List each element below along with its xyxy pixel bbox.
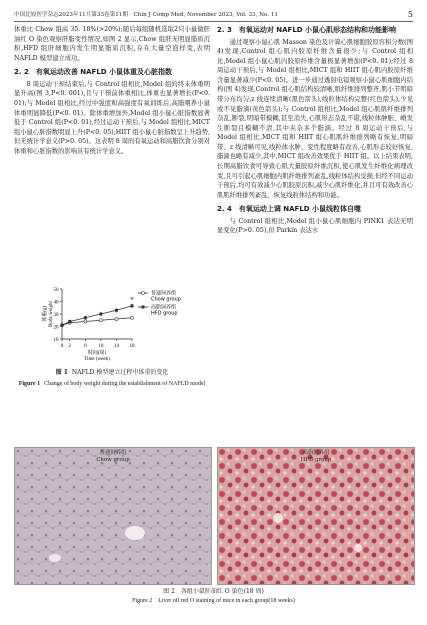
figure-1-title-en: Change of body weight during the establishment of NAFLD model bbox=[44, 380, 206, 387]
hfd-liver-image bbox=[218, 448, 414, 584]
chow-panel-title: 普通饲养组 Chow group bbox=[96, 450, 130, 463]
data-point-hfd bbox=[68, 320, 71, 323]
y-tick-label: 20 bbox=[53, 325, 59, 331]
section-heading-2-3: 2. 3 有氧运动对 NAFLD 小鼠心肌形态结构和功能影响 bbox=[217, 26, 397, 34]
y-tick-label: 40 bbox=[53, 300, 59, 306]
x-tick-label: 14 bbox=[113, 344, 119, 349]
x-tick-label: 10 bbox=[98, 344, 104, 349]
left-column bbox=[14, 25, 210, 156]
x-tick-label: 0 bbox=[60, 344, 64, 349]
page-number: 5 bbox=[407, 9, 413, 19]
y-tick-label: 50 bbox=[53, 287, 59, 293]
section-heading-2-4: 2. 4 有氧运动上调 NAFLD 小鼠线粒体自噬 bbox=[217, 205, 362, 214]
legend-label: Chow group bbox=[151, 296, 181, 303]
data-point-chow bbox=[131, 316, 134, 319]
series-line-chow bbox=[62, 318, 132, 326]
x-tick-label: 6 bbox=[84, 344, 87, 349]
figure-1-caption-cn bbox=[14, 369, 210, 378]
figure-1-label-en: Figure 1 bbox=[18, 380, 41, 387]
figure-1 bbox=[14, 283, 210, 403]
figure-2 bbox=[14, 447, 413, 604]
legend-marker-chow bbox=[142, 292, 145, 295]
paragraph-mitophagy: 与 Control 组相比,Model 组小鼠心肌细胞内 PINK1 表达无明显变化(P>0. 05),但 Parkin 表达水 bbox=[217, 217, 413, 235]
body-weight-chart bbox=[14, 283, 210, 363]
legend-label: 高脂饲养组 bbox=[151, 304, 177, 311]
x-axis-title: Time (week) bbox=[84, 357, 110, 362]
data-point-hfd bbox=[61, 324, 64, 327]
hfd-panel-title: 高脂饲养组 HFD group bbox=[300, 450, 332, 463]
chow-histology-panel bbox=[14, 447, 212, 585]
data-point-chow bbox=[115, 318, 118, 321]
y-tick-label: 30 bbox=[53, 312, 59, 318]
legend-label: 普通饲养组 bbox=[151, 290, 177, 297]
y-tick-label: 10 bbox=[53, 337, 59, 343]
right-column bbox=[217, 25, 413, 236]
figure-2-caption-cn: 图 2 各组小鼠肝油红 O 染色(18 周) bbox=[163, 588, 264, 595]
paragraph-body-weight: 8 周运动干预结束后,与 Control 组相比,Model 组的终末体重明显升高(图 3,P<0. 001),且与干预前体重相比,体重也显著增长(P<0. 01);与 Model 组相比,经过中强度和高强度有氧训练后,高脂喂养小鼠体重明显降低(P<0. 01)。除体重增加外,Model 组小鼠心脏指数显著低于 Control 组(P<0. 01),经过运动干预后,与 Model 组相比,MICT 组小鼠心脏指数明显上升(P<0. 05),HIIT 组小鼠心脏指数呈上升趋势,但无统计学意义(P>0. 05)。这表明 8 周的有氧运动和高脂饮食分别对体重和心脏指数的影响具有统计学意义。 bbox=[14, 80, 210, 155]
figure-1-caption-en bbox=[14, 380, 210, 389]
paragraph-model: 体重比 Chow 组高 35. 18%(>20%);随后每组随机选取2只小鼠做肝油红 O 染色观察肝脂变性情况,如图 2 显示,Chow 组肝无明显脂质沉积,HFD 组肝细胞内发生明显脂质沉积,存在大量空泡样变,表明 NAFLD 模型建立成功。 bbox=[14, 26, 210, 62]
data-point-hfd bbox=[131, 304, 134, 307]
running-header bbox=[14, 8, 413, 22]
y-axis-title: 体重(g) bbox=[43, 306, 48, 322]
data-point-hfd bbox=[84, 316, 87, 319]
paragraph-myocardium: 通过观察小鼠心肌 Masson 染色及计算心肌细胞胶原容积分数(图 4)发现,Control 组心肌内胶原纤维含量很少;与 Control 组相比,Model 组小鼠心肌内胶原纤维含量极显著增加(P<0. 01);经过 8 周运动干预后,与 Model 组相比,MICT 组和 HIIT 组心肌内胶原纤维含量显著减少(P<0. 05)。进一步通过透射电镜观察小鼠心肌细胞内结构(图 4)发现,Control 组心肌结构较清晰,肌纤维排列整齐,肌小节明暗带分布均匀,z 线连续清晰(黑色箭头),线粒体结构完整(红色箭头),少见或不见脂滴(黄色箭头);与 Control 组相比,Model 组心肌肌纤维排列杂乱,断裂,明暗带模糊,甚至消失,心肌形态杂乱不堪,线粒体肿胀、嵴发生断裂且模糊不清,其中夹杂多个脂滴。经过 8 周运动干预后,与 Model 组相比,MICT 组和 HIIT 组心肌肌纤维排列略有恢复,明暗带、z 线清晰可见,线粒体水肿、变性程度略有改善,心肌形态较好恢复,脂滴也略有减少,其中,MICT 组改善效果优于 HIIT 组。以上结果表明,长期高脂饮食可导致心肌大量胶原纤维沉积,使心肌发生纤维化病理改变,且可引起心肌细胞内肌纤维排列紊乱,线粒体结构受损,但经不同运动干预后,均可有效减少心肌胶原沉积,减少心肌纤维化,并且可有效改善心肌肌纤维排列紊乱、恢复线粒体结构和功能。 bbox=[217, 38, 413, 199]
x-tick-label: 18 bbox=[129, 344, 135, 349]
x-tick-label: 2 bbox=[68, 344, 72, 349]
y-axis-title: Body weight bbox=[49, 301, 54, 327]
x-axis-title: 时间(周) bbox=[87, 351, 107, 356]
figure-1-label-cn: 图 1 bbox=[55, 369, 68, 376]
section-heading-2-2: 2. 2 有氧运动改善 NAFLD 小鼠体重及心脏指数 bbox=[14, 68, 173, 77]
legend-label: HFD group bbox=[151, 310, 178, 317]
data-point-hfd bbox=[99, 313, 102, 316]
hfd-histology-panel bbox=[217, 447, 415, 585]
figure-2-caption-en: Figure 2 Liver oil red O staining of mice in each group(18 weeks) bbox=[132, 598, 295, 604]
figure-1-title-cn: NAFLD 模型建立过程中体重的变化 bbox=[71, 369, 169, 376]
journal-info: 中国比较医学杂志2023年11月第33卷第11期 Chin J Comp Med, November 2023, Vol. 33, No. 11 bbox=[14, 12, 278, 18]
data-point-hfd bbox=[115, 309, 118, 312]
data-point-chow bbox=[84, 320, 87, 323]
legend-marker-hfd bbox=[142, 306, 145, 309]
chow-liver-image bbox=[15, 448, 211, 584]
data-point-chow bbox=[99, 319, 102, 322]
significance-marker: * bbox=[130, 296, 134, 304]
